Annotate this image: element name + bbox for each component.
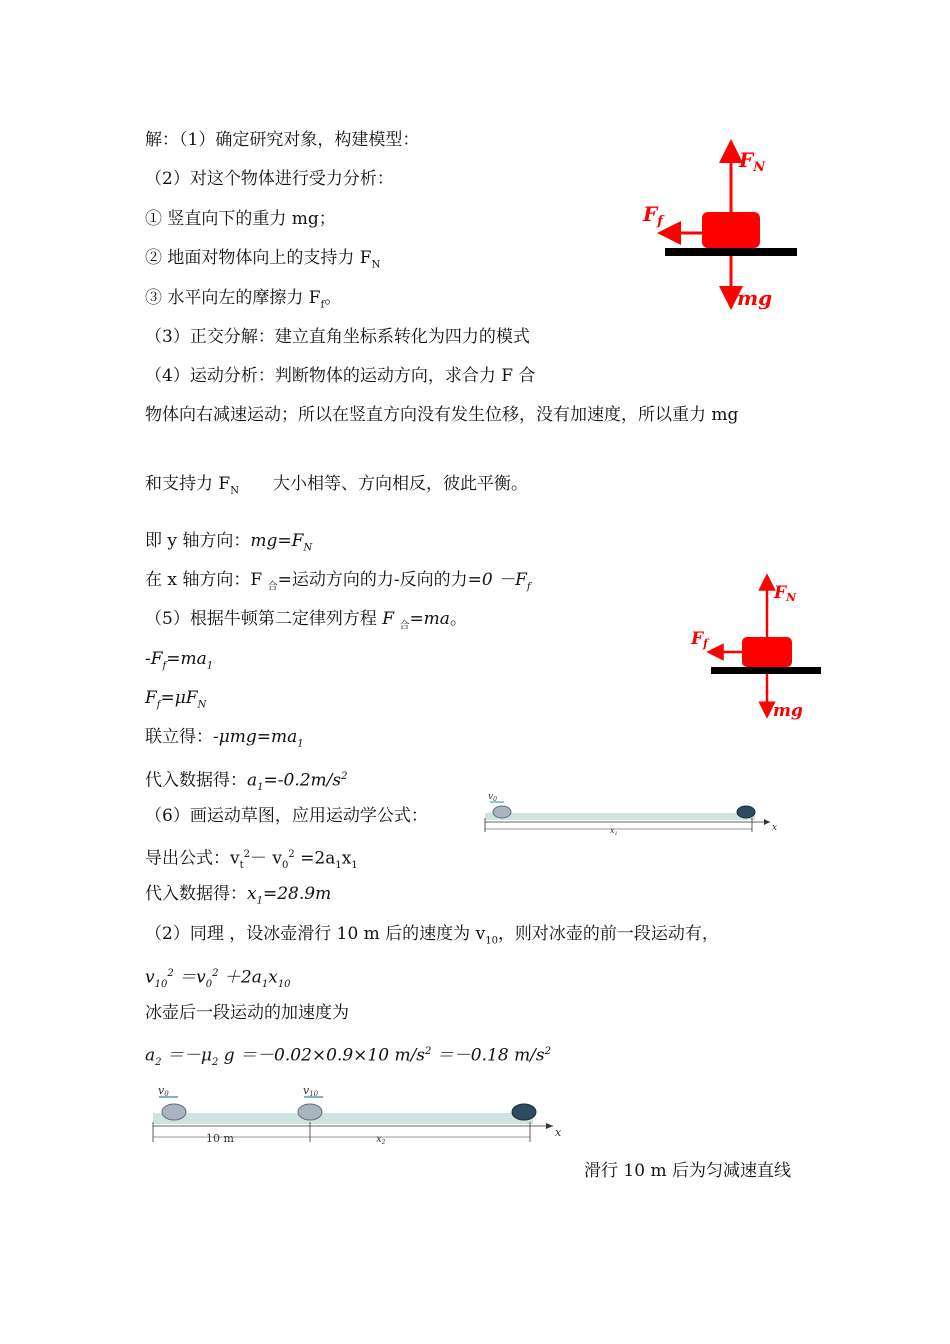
track-sketch-2	[148, 1080, 568, 1150]
curling-stone-start	[493, 806, 511, 818]
force-friction: ③ 水平向左的摩擦力 $F_f$。	[145, 288, 342, 311]
label-v0: v0	[158, 1084, 169, 1098]
ground	[711, 667, 821, 674]
x-axis-arrow	[764, 819, 770, 825]
label-x-axis: x	[772, 823, 778, 833]
block	[742, 637, 792, 667]
label-v10: v10	[303, 1084, 319, 1098]
velocity-equation: $v_{10}^2 =v_0^2 +2a_1x_{10}$	[145, 967, 291, 991]
ice-track	[485, 813, 755, 820]
second-phase-heading: 冰壶后一段运动的加速度为	[145, 1003, 349, 1023]
force-normal: ② 地面对物体向上的支持力 $F_N$	[145, 248, 381, 271]
x-axis-arrow	[546, 1123, 553, 1129]
kinematics-formula: 导出公式：$v_t^2- v_0^2 =2a_1x_1$	[145, 848, 358, 872]
part-2-setup: （2）同理 ，设冰壶滑行 10 m 后的速度为 $v_{10}$，则对冰壶的前一段运动有，	[145, 924, 719, 947]
curling-stone-mid	[298, 1104, 322, 1120]
balance-statement: 和支持力 $F_N$ 大小相等、方向相反，彼此平衡。	[145, 474, 528, 497]
displacement-result: 代入数据得：$x_1=28.9m$	[145, 884, 332, 907]
ground	[665, 248, 797, 256]
motion-description: 物体向右减速运动；所以在竖直方向没有发生位移，没有加速度，所以重力 mg	[145, 405, 739, 425]
step-2-force-analysis: （2）对这个物体进行受力分析：	[145, 169, 394, 189]
track-sketch-1	[480, 788, 780, 838]
label-fn: FN	[774, 583, 797, 604]
label-x2: $x_2$	[376, 1134, 386, 1146]
label-x1: $x_1$	[610, 826, 618, 837]
force-diagram-2	[685, 570, 830, 720]
acceleration-result: 代入数据得：$a_1=-0.2m/s^2$	[145, 770, 348, 794]
equation-friction-ma: $-F_f=ma_1$	[145, 649, 214, 672]
second-acceleration-equation: $a_2 =-\mu_2$ g ＝－0.02×0.9×10 $m/s^2 =-0.18$ $m/s^2$	[145, 1045, 552, 1069]
x-axis-equation: 在 x 轴方向：F $_合$=运动方向的力-反向的力$=0 -F_f$	[145, 570, 531, 593]
closing-note: 滑行 10 m 后为匀减速直线	[584, 1161, 791, 1181]
label-fn: $F_N$	[739, 148, 766, 175]
step-6-sketch: （6）画运动草图，应用运动学公式：	[145, 806, 428, 826]
curling-stone-start	[162, 1104, 186, 1120]
force-gravity: ① 竖直向下的重力 mg；	[145, 209, 336, 229]
solution-heading: 解：（1）确定研究对象，构建模型：	[145, 130, 420, 150]
combined-equation: 联立得：$-\mu mg=ma_1$	[145, 727, 304, 750]
curling-stone-end	[737, 806, 755, 818]
label-x-axis: x	[555, 1126, 562, 1139]
label-10m: 10 m	[206, 1132, 234, 1145]
label-v0: $v_0$	[488, 792, 497, 803]
label-mg: mg	[773, 701, 803, 720]
label-ff: $F_f$	[643, 202, 663, 229]
ice-track	[153, 1113, 533, 1124]
force-diagram-1	[635, 135, 810, 315]
step-4-motion-analysis: （4）运动分析：判断物体的运动方向，求合力 F 合	[145, 366, 536, 386]
curling-stone-end	[512, 1104, 536, 1120]
step-5-newton-law: （5）根据牛顿第二定律列方程 F $_合$=ma。	[145, 609, 467, 632]
y-axis-equation: 即 y 轴方向：$mg=F_N$	[145, 531, 313, 554]
block	[702, 212, 760, 248]
label-mg: mg	[737, 286, 773, 310]
equation-friction-mu: $F_f=\mu F_N$	[145, 688, 207, 711]
step-3-decomposition: （3）正交分解：建立直角坐标系转化为四力的模式	[145, 327, 530, 347]
label-ff: Ff	[691, 629, 708, 650]
